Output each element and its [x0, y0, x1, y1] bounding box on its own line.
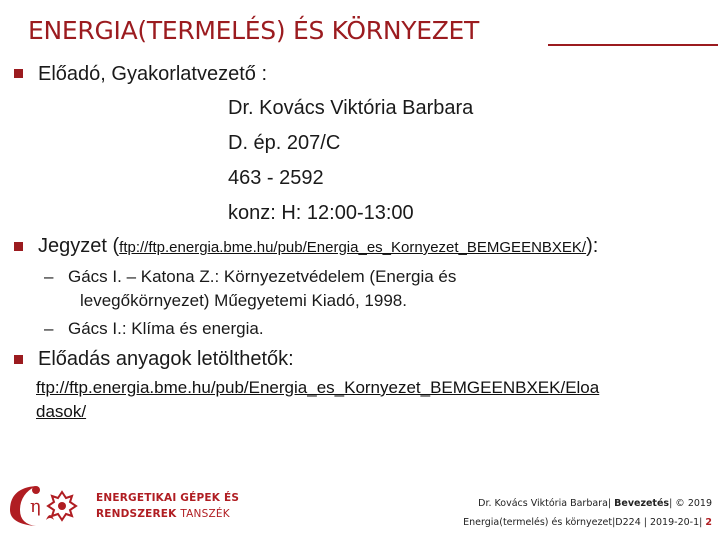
bullet-marker — [14, 69, 23, 78]
lecturer-label: Előadó, Gyakorlatvezető : — [38, 63, 268, 85]
page-number: 2 — [705, 517, 712, 528]
office-hours: konz: H: 12:00-13:00 — [228, 202, 414, 224]
footer-copyright: | © 2019 — [669, 498, 712, 509]
notes-ftp-link[interactable]: ftp://ftp.energia.bme.hu/pub/Energia_es_Kornyezet_BEMGEENBXEK/ — [119, 239, 587, 256]
department-emblem-icon — [6, 480, 88, 530]
reference-2: Gács I.: Klíma és energia. — [68, 319, 264, 338]
footer-line-2 — [463, 513, 712, 532]
slide-footer — [463, 494, 712, 532]
materials-ftp-link-line-2[interactable]: dasok/ — [36, 402, 87, 421]
notes-line — [38, 235, 598, 258]
department-logo — [6, 480, 240, 530]
logo-line-1: ENERGETIKAI GÉPEK ÉS — [96, 492, 240, 504]
logo-line-2-bold: RENDSZEREK — [96, 508, 177, 520]
footer-line-1 — [463, 494, 712, 513]
footer-author: Dr. Kovács Viktória Barbara — [478, 498, 608, 509]
logo-line-2 — [96, 508, 230, 520]
title-underline — [548, 44, 718, 46]
logo-symbol: η — [30, 496, 41, 517]
bullet-marker — [14, 355, 23, 364]
materials-ftp-link-line-1[interactable]: ftp://ftp.energia.bme.hu/pub/Energia_es_Kornyezet_BEMGEENBXEK/Eloa — [36, 378, 600, 397]
bullet-marker — [14, 242, 23, 251]
logo-line-2-rest: TANSZÉK — [180, 508, 230, 520]
lecturer-room: D. ép. 207/C — [228, 132, 341, 154]
footer-sep: | — [607, 498, 612, 509]
footer-course: Energia(termelés) és környezet|D224 | 2019-20-1| — [463, 517, 703, 528]
reference-1-line-1: Gács I. – Katona Z.: Környezetvédelem (Energia és — [68, 267, 457, 286]
footer-section: Bevezetés — [614, 498, 670, 509]
notes-suffix: ): — [586, 235, 599, 257]
materials-label: Előadás anyagok letölthetők: — [38, 348, 294, 370]
reference-1-line-2: levegőkörnyezet) Műegyetemi Kiadó, 1998. — [80, 291, 407, 310]
sub-bullet-dash: – — [44, 267, 54, 286]
lecturer-phone: 463 - 2592 — [228, 167, 324, 189]
lecturer-name: Dr. Kovács Viktória Barbara — [228, 97, 474, 119]
notes-prefix: Jegyzet ( — [38, 235, 120, 257]
slide-title: ENERGIA(TERMELÉS) ÉS KÖRNYEZET — [28, 16, 480, 45]
sub-bullet-dash: – — [44, 319, 54, 338]
